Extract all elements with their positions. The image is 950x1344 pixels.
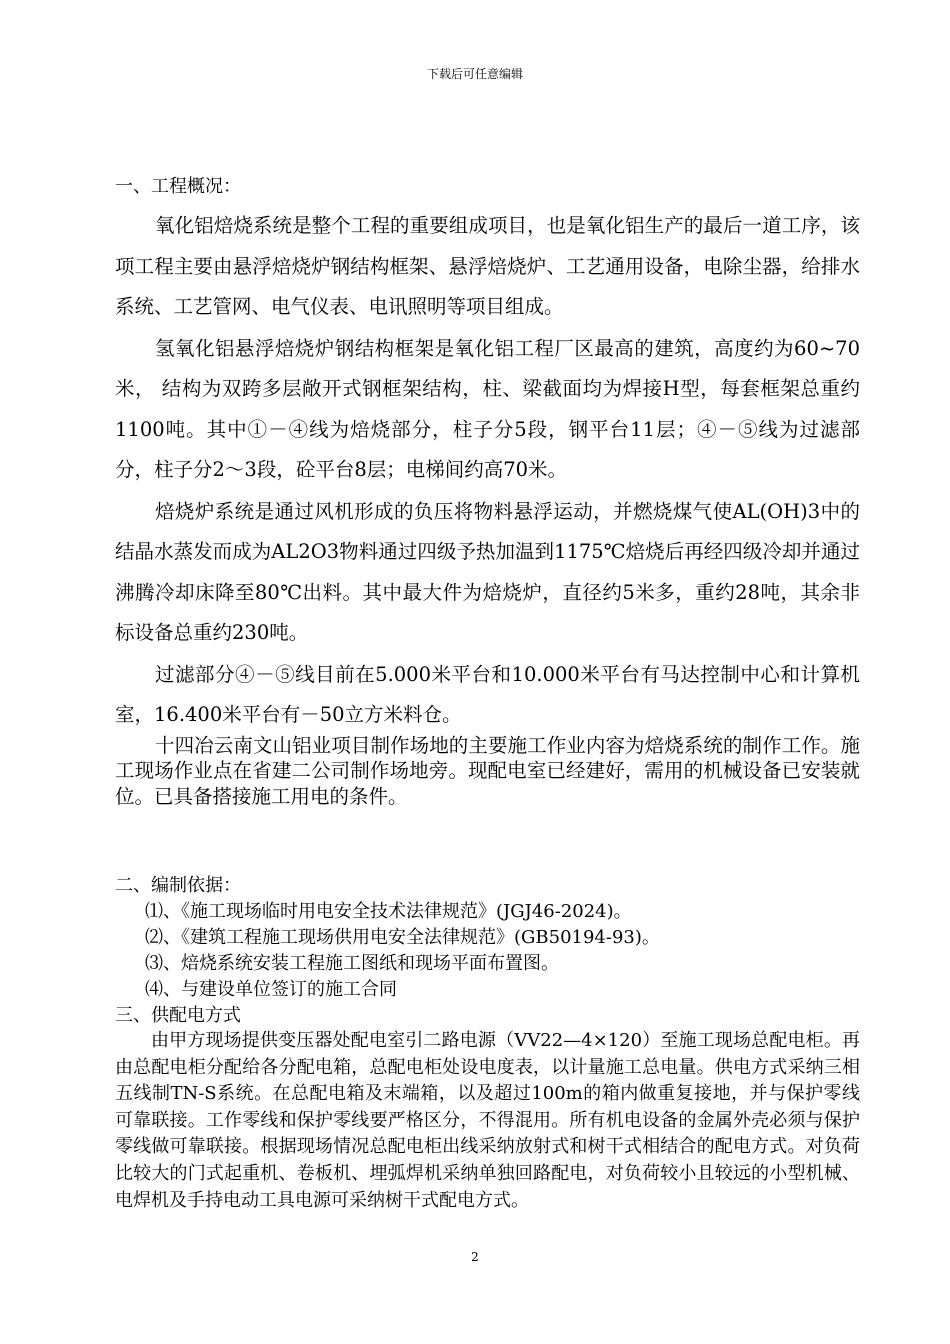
list-item: ⑴、《施工现场临时用电安全技术法律规范》(JGJ46-2024)。	[145, 900, 632, 922]
section-heading-power-supply: 三、供配电方式	[115, 1004, 241, 1026]
section-basis-and-power	[115, 873, 860, 1214]
section-project-overview	[115, 168, 860, 809]
paragraph: 氢氧化铝悬浮焙烧炉钢结构框架是氧化铝工程厂区最高的建筑，高度约为60~70米， 结构为双跨多层敞开式钢框架结构，柱、梁截面均为焊接H型，每套框架总重约1100吨。其中①－④线为焙烧部分，柱子分5段，钢平台11层；④－⑤线为过滤部分，柱子分2～3段，砼平台8层；电梯间约高70米。	[115, 336, 860, 481]
paragraph: 氧化铝焙烧系统是整个工程的重要组成项目，也是氧化铝生产的最后一道工序，该项工程主要由悬浮焙烧炉钢结构框架、悬浮焙烧炉、工艺通用设备，电除尘器，给排水系统、工艺管网、电气仪表、电讯照明等项目组成。	[115, 214, 860, 318]
paragraph: 由甲方现场提供变压器处配电室引二路电源（VV22—4×120）至施工现场总配电柜。再由总配电柜分配给各分配电箱，总配电柜处设电度表，以计量施工总电量。供电方式采纳三相五线制TN-S系统。在总配电箱及末端箱，以及超过100m的箱内做重复接地，并与保护零线可靠联接。工作零线和保护零线要严格区分，不得混用。所有机电设备的金属外壳必须与保护零线做可靠联接。根据现场情况总配电柜出线采纳放射式和树干式相结合的配电方式。对负荷比较大的门式起重机、卷板机、埋弧焊机采纳单独回路配电，对负荷较小且较远的小型机械、电焊机及手持电动工具电源可采纳树干式配电方式。	[115, 1030, 860, 1211]
page-header: 下载后可任意编辑	[426, 67, 523, 81]
list-item: ⑶、焙烧系统安装工程施工图纸和现场平面布置图。	[145, 952, 559, 974]
list-item: ⑵、《建筑工程施工现场供用电安全法律规范》(GB50194-93)。	[145, 926, 660, 948]
paragraph: 过滤部分④－⑤线目前在5.000米平台和10.000米平台有马达控制中心和计算机室，16.400米平台有－50立方米料仓。	[115, 662, 860, 726]
section-heading-overview: 一、工程概况：	[115, 176, 241, 197]
paragraph: 焙烧炉系统是通过风机形成的负压将物料悬浮运动，并燃烧煤气使AL(OH)3中的结晶水蒸发而成为AL2O3物料通过四级予热加温到1175℃焙烧后再经四级冷却并通过沸腾冷却床降至80℃出料。其中最大件为焙烧炉，直径约5米多，重约28吨，其余非标设备总重约230吨。	[115, 499, 860, 644]
list-item: ⑷、与建设单位签订的施工合同	[145, 978, 397, 1000]
page-number: 2	[471, 1250, 479, 1264]
paragraph: 十四冶云南文山铝业项目制作场地的主要施工作业内容为焙烧系统的制作工作。施工现场作业点在省建二公司制作场地旁。现配电室已经建好，需用的机械设备已安装就位。已具备搭接施工用电的条件。	[115, 733, 860, 808]
section-heading-basis: 二、编制依据：	[115, 875, 241, 896]
